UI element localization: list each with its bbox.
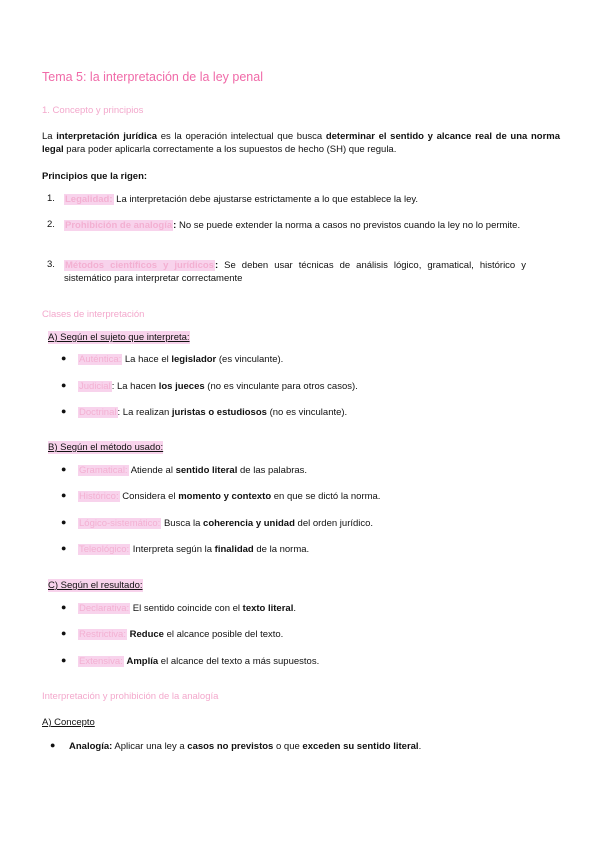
- intro-paragraph: [42, 130, 560, 156]
- analogia-item: [69, 740, 421, 753]
- item-text: el alcance posible del texto.: [163, 629, 284, 640]
- item-term: Doctrinal: [79, 407, 117, 418]
- principle-colon: :: [173, 220, 177, 231]
- item-text: Busca la: [161, 518, 204, 529]
- item-colon: :: [111, 381, 115, 392]
- item-colon: :: [117, 407, 121, 418]
- item-bold: Amplía: [126, 656, 159, 667]
- item-term: Extensiva:: [79, 656, 123, 667]
- bullet-icon: ●: [61, 353, 67, 363]
- item-term: Gramatical:: [79, 465, 128, 476]
- item-text: o que: [273, 741, 303, 752]
- bullet-icon: ●: [50, 740, 56, 750]
- item-term: Lógico-sistemático:: [79, 518, 161, 529]
- intro-bold: determinar el sentido y alcance real de una norma legal: [42, 131, 560, 155]
- principle-item: [64, 219, 526, 232]
- item-bold: finalidad: [214, 544, 254, 555]
- list-item: [78, 464, 307, 477]
- principle-text: La interpretación debe ajustarse estrictamente a lo que establece la ley.: [113, 194, 419, 205]
- intro-text: para poder aplicarla correctamente a los supuestos de hecho (SH) que regula.: [63, 144, 397, 155]
- item-text: La hace el: [122, 354, 172, 365]
- item-text: Atiende al: [128, 465, 176, 476]
- list-item: [78, 490, 380, 503]
- list-number: 1.: [47, 193, 55, 204]
- bullet-icon: ●: [61, 490, 67, 500]
- bullet-icon: ●: [61, 602, 67, 612]
- item-text: (es vinculante).: [216, 354, 284, 365]
- item-bold: Reduce: [129, 629, 164, 640]
- section-heading-clases: Clases de interpretación: [42, 309, 145, 320]
- bullet-icon: ●: [61, 543, 67, 553]
- item-text: (no es vinculante).: [266, 407, 348, 418]
- bullet-icon: ●: [61, 406, 67, 416]
- item-text: del orden jurídico.: [294, 518, 374, 529]
- bullet-icon: ●: [61, 380, 67, 390]
- intro-bold: interpretación jurídica: [56, 131, 158, 142]
- principles-heading: Principios que la rigen:: [42, 171, 148, 182]
- principle-item: [64, 193, 418, 206]
- list-item: [78, 517, 373, 530]
- item-text: Interpreta según la: [130, 544, 215, 555]
- item-term: Auténtica:: [79, 354, 122, 365]
- item-bold: coherencia y unidad: [203, 518, 295, 529]
- list-item: [78, 406, 347, 419]
- item-text: .: [418, 741, 422, 752]
- list-item: [78, 655, 319, 668]
- item-text: de la norma.: [253, 544, 310, 555]
- section-heading-concepto: 1. Concepto y principios: [42, 105, 144, 116]
- item-term: Histórico:: [79, 491, 119, 502]
- principle-term: Métodos científicos y jurídicos: [65, 260, 214, 271]
- item-text: de las palabras.: [237, 465, 308, 476]
- principle-term: Prohibición de analogía: [65, 220, 173, 231]
- item-term: Judicial: [79, 381, 111, 392]
- item-bold: texto literal: [242, 603, 294, 614]
- intro-text: La: [42, 131, 57, 142]
- section-heading-analogia: Interpretación y prohibición de la analogía: [42, 691, 219, 702]
- item-bold: Analogía:: [69, 741, 113, 752]
- list-item: [78, 628, 283, 641]
- bullet-icon: ●: [61, 464, 67, 474]
- item-text: Considera el: [119, 491, 179, 502]
- group-label-resultado: C) Según el resultado:: [48, 580, 143, 591]
- item-bold: exceden su sentido literal: [302, 741, 419, 752]
- principle-text: No se puede extender la norma a casos no previstos cuando la ley no lo permite.: [176, 220, 521, 231]
- principle-colon: :: [214, 260, 219, 271]
- list-item: [78, 353, 283, 366]
- principle-term: Legalidad:: [65, 194, 113, 205]
- group-label-sujeto: A) Según el sujeto que interpreta:: [48, 332, 190, 343]
- list-number: 2.: [47, 219, 55, 230]
- item-term: Declarativa:: [79, 603, 130, 614]
- item-text: el alcance del texto a más supuestos.: [158, 656, 320, 667]
- item-text: (no es vinculante para otros casos).: [204, 381, 358, 392]
- bullet-icon: ●: [61, 655, 67, 665]
- item-bold: casos no previstos: [187, 741, 274, 752]
- subheading-concepto: A) Concepto: [42, 717, 95, 728]
- item-term: Teleológico:: [79, 544, 130, 555]
- bullet-icon: ●: [61, 517, 67, 527]
- item-text: Aplicar una ley a: [112, 741, 188, 752]
- list-item: [78, 380, 358, 393]
- item-text: La realizan: [120, 407, 172, 418]
- principle-item: [64, 259, 526, 285]
- item-bold: legislador: [171, 354, 217, 365]
- page-title: Tema 5: la interpretación de la ley penal: [42, 70, 263, 84]
- list-item: [78, 543, 309, 556]
- item-text: .: [293, 603, 296, 614]
- item-text: El sentido coincide con el: [130, 603, 243, 614]
- item-term: Restrictiva:: [79, 629, 126, 640]
- principle-text: Se deben usar técnicas de análisis lógico, gramatical, histórico y sistemático para interpretar correctamente: [64, 260, 526, 284]
- item-bold: sentido literal: [175, 465, 238, 476]
- item-text: La hacen: [114, 381, 159, 392]
- list-item: [78, 602, 296, 615]
- item-bold: momento y contexto: [178, 491, 272, 502]
- item-text: en que se dictó la norma.: [271, 491, 381, 502]
- bullet-icon: ●: [61, 628, 67, 638]
- item-bold: los jueces: [158, 381, 205, 392]
- list-number: 3.: [47, 259, 55, 270]
- item-bold: juristas o estudiosos: [171, 407, 267, 418]
- group-label-metodo: B) Según el método usado:: [48, 442, 164, 453]
- intro-text: es la operación intelectual que busca: [157, 131, 326, 142]
